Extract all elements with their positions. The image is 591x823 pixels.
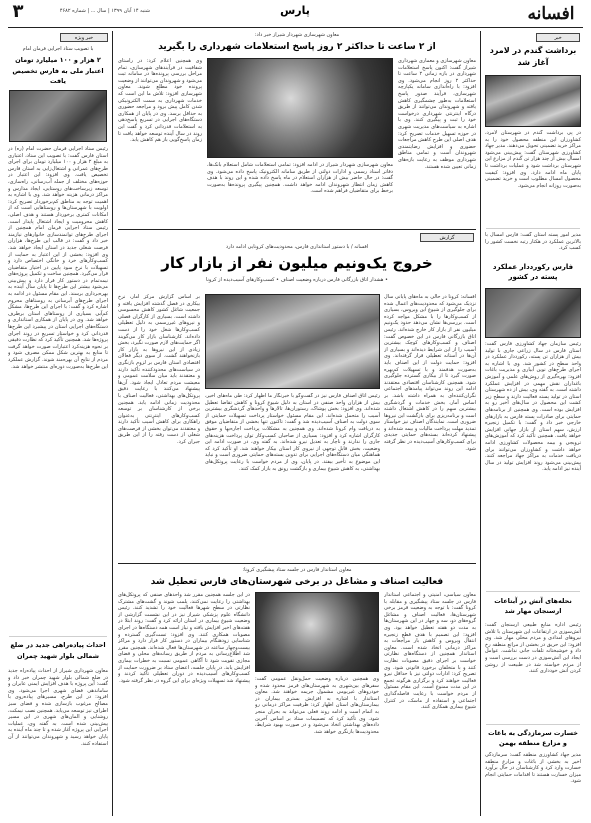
center-top-title: از ۲ ساعت تا حداکثر ۲ روز پاسخ استعلامات شهرداری را بگیرید: [158, 42, 436, 52]
left-bottom-body: معاون شهرداری شیراز از احداث پیاده‌راه جدید در ضلع شمالی بلوار شهید چمران خبر داد و گفت: این پروژه با هدف افزایش ایمنی عابران و ساماندهی فضای شهری اجرا می‌شود. وی افزود: در این طرح، مسیرهای پیاده‌روی با مصالح مرغوب بازسازی شده و فضای سبز اطراف نیز توسعه می‌یابد. همچنین نصب نیمکت، روشنایی و المان‌های شهری در این مسیر پیش‌بینی شده است. به گفته وی، عملیات اجرایی این پروژه آغاز شده و تا چند ماه آینده به پایان خواهد رسید و شهروندان می‌توانند از آن استفاده کنند.: [8, 668, 108, 747]
official-portrait-photo: [207, 58, 393, 158]
section-name: پارس: [280, 4, 310, 17]
main-report-col-right: افسانه: کرونا در حالی به ماه‌های پایانی سال نزدیک می‌شود که محدودیت‌های اعمال شده برای جلوگیری از شیوع این ویروس، بسیاری از کسب‌وکارها را با مشکل مواجه کرده است. بررسی‌ها نشان می‌دهد حدود یک‌ونیم میلیون نفر از بازار کار خارج شده‌اند. رئیس اتاق بازرگانی فارس در این خصوص گفت: اصناف و کسب‌وکارهای کوچک بیشترین آسیب را از این شرایط دیده‌اند و بسیاری از آن‌ها در آستانه تعطیلی قرار گرفته‌اند. وی افزود: حمایت دولت از این اصناف باید به‌صورت هدفمند و با تسهیلات کم‌بهره صورت گیرد تا از بیکاری گسترده جلوگیری شود. همچنین کارشناسان اقتصادی معتقدند ادامه این روند می‌تواند پیامدهای اجتماعی نگران‌کننده‌ای به همراه داشته باشد. بر اساس آمار، بخش خدمات و گردشگری بیشترین سهم را در کاهش اشتغال داشته است و برنامه‌ریزی برای بازگشت این نیروها ضروری است. نمایندگان اصناف نیز خواستار تمدید مهلت پرداخت مالیات و بیمه شده‌اند و پیشنهاد کرده‌اند بسته‌های حمایتی جدیدی برای کسب‌وکارهای آسیب‌دیده در نظر گرفته شود.: [384, 294, 476, 452]
right-middle-body: رئیس سازمان جهاد کشاورزی فارس گفت: استان فارس در سال زراعی جاری با تولید بیش از هزاران تن پسته، رکورددار عملکرد در واحد سطح در کشور شد. وی با اشاره به اجرای طرح‌های نوین آبیاری و مدیریت باغات افزود: بهره‌گیری از روش‌های علمی و آموزش باغداران نقش مهمی در افزایش عملکرد داشته است. به گفته وی، بیش از ده شهرستان استان در تولید پسته فعالیت دارند و سطح زیر کشت این محصول در سال‌های اخیر رو به افزایش بوده است. وی همچنین از برنامه‌های حمایتی برای صادرات پسته فارس به بازارهای خارجی خبر داد و گفت: با تکمیل زنجیره ارزش، سهم استان از بازار جهانی افزایش خواهد یافت. همچنین تأکید کرد که آموزش‌های ترویجی و بیمه محصولات کشاورزی ادامه خواهد داشت و کشاورزان می‌توانند برای دریافت خدمات به مراکز جهاد مراجعه کنند. پیش‌بینی می‌شود روند افزایش تولید در سال آینده نیز ادامه یابد.: [485, 341, 581, 473]
center-bottom-col-left: در این جلسه همچنین مقرر شد واحدهای صنفی که پروتکل‌های بهداشتی را رعایت نمی‌کنند، پلمب شوند و گشت‌های مشترک نظارتی در سطح شهرها فعالیت خود را تشدید کنند. رئیس دانشگاه علوم پزشکی شیراز نیز در این نشست گزارشی از وضعیت شیوع بیماری در استان ارائه کرد و گفت: روند ابتلا در هفته‌های اخیر افزایش یافته و نیاز است همه دستگاه‌ها در اجرای مصوبات همکاری کنند. وی افزود: تست‌گیری گسترده و شناسایی زودهنگام بیماران در دستور کار قرار دارد و مراکز بیست‌وچهار ساعته در شهرستان‌ها فعال شده‌اند. همچنین مقرر شد اطلاع‌رسانی به مردم از طریق رسانه‌های محلی و فضای مجازی تقویت شود تا آگاهی عمومی نسبت به خطرات بیماری افزایش یابد. در پایان جلسه، اعضای ستاد بر ضرورت حمایت از کسب‌وکارهای آسیب‌دیده در دوران تعطیلی تأکید کردند و پیشنهاد شد تسهیلات ویژه‌ای برای این گروه در نظر گرفته شود.: [118, 592, 250, 684]
right-top-label: خبر: [536, 33, 580, 42]
main-report-label: گزارش: [420, 233, 474, 242]
left-separator: [9, 636, 107, 637]
center-top-bottom-rule: [118, 229, 476, 230]
center-bottom-col-right: معاون سیاسی، امنیتی و اجتماعی استاندار فارس در جلسه ستاد پیشگیری و مقابله با کرونا گفت: با توجه به وضعیت قرمز برخی شهرستان‌ها، فعالیت اصناف و مشاغل گروه‌های دو، سه و چهار در این شهرستان‌ها به مدت دو هفته تعطیل خواهد بود. وی افزود: این تصمیم با هدف قطع زنجیره انتقال ویروس و کاهش بار مراجعات به مراکز درمانی اتخاذ شده است. معاون استاندار همچنین از دستگاه‌های نظارتی خواست بر اجرای دقیق مصوبات نظارت کنند و با متخلفان برخورد قانونی شود. وی تصریح کرد: ادارات دولتی نیز با حداقل نیرو فعالیت خواهند کرد و برگزاری هرگونه تجمع در این مدت ممنوع است. این مقام مسئول از مردم خواست با رعایت فاصله‌گذاری اجتماعی و استفاده از ماسک، در کنترل شیوع بیماری همکاری کنند.: [384, 592, 476, 711]
left-top-label: خبر ویژه: [60, 33, 108, 42]
center-top-col-left: وی همچنین اعلام کرد: در راستای شفافیت در فرآیندهای شهرسازی، تمام مراحل بررسی پرونده‌ها در سامانه ثبت می‌شود و شهروندان می‌توانند از وضعیت پرونده خود مطلع شوند. معاون شهرسازی افزود: تلاش ما این است که خدمات شهرداری به سمت الکترونیکی شدن کامل پیش برود و مراجعه حضوری به حداقل برسد. وی در پایان از همکاری دستگاه‌های اجرایی در تسریع پاسخ‌دهی به استعلامات قدردانی کرد و گفت این روند در سال آینده توسعه خواهد یافت تا زمان پاسخ‌گویی باز هم کاهش یابد.: [118, 58, 202, 144]
page-number: ۳: [12, 1, 24, 22]
left-bottom-title: احداث پیاده‌راهی جدید در ضلع شمالی بلوار شهید چمران: [10, 641, 106, 660]
center-top-col-right: معاون شهرسازی و معماری شهرداری شیراز گفت: اکنون پاسخ استعلامات شهرداری در بازه زمانی ۲ ساعت تا حداکثر ۲ روز انجام می‌شود. وی افزود: با راه‌اندازی سامانه یکپارچه شهرسازی، فرآیند صدور پاسخ استعلامات به‌طور چشمگیری کاهش یافته و شهروندان می‌توانند از طریق درگاه اینترنتی شهرداری درخواست خود را ثبت و پیگیری کنند. وی با اشاره به سیاست‌های مدیریت شهری در حوزه تسهیل خدمات تصریح کرد: هدف اصلی این طرح کاهش مراجعات حضوری و افزایش رضایتمندی شهروندان است و تمامی مناطق شهرداری موظف به رعایت بازه‌های زمانی تعیین شده هستند.: [398, 58, 476, 170]
right-lower-title: نحله‌های آتش در آبتاعات ارسنجان مهار شد: [494, 597, 572, 615]
right-top-title: برداشت گندم در لامرد آغاز شد: [489, 46, 577, 67]
main-report-kicker: افسانه / با دستور استانداری فارس، محدودیت‌های کرونایی ادامه دارد: [225, 244, 369, 250]
column-divider-left: [112, 31, 113, 816]
right-bottom-body: مدیر جهاد کشاورزی منطقه گفت: سرمازدگی اخیر به بخشی از باغات و مزارع منطقه خسارت وارد کرد و کارشناسان در حال برآورد میزان خسارت هستند تا اقدامات حمایتی انجام شود.: [485, 752, 581, 785]
center-top-col-mid: معاون شهرسازی شهردار شیراز در ادامه افزود: تمامی استعلامات شامل استعلام بانک‌ها، دفاتر اسناد رسمی و ادارات دولتی از طریق سامانه الکترونیک پاسخ داده می‌شود. وی گفت: در حال حاضر بیش از هزاران استعلام در ماه پاسخ داده شده و این روند با هدف کاهش زمان انتظار شهروندان ادامه خواهد داشت. همچنین پیگیری پرونده‌ها به‌صورت برخط برای متقاضیان فراهم شده است.: [207, 162, 393, 195]
right-top-separator: [486, 228, 580, 229]
market-photo: [205, 294, 380, 389]
masthead-rule: [8, 27, 583, 28]
main-report-col-center: رئیس اتاق اصناف فارس نیز در گفت‌وگو با خبرنگار ما اظهار کرد: طی ماه‌های اخیر، بیش از هزاران واحد صنفی در استان به دلیل شیوع کرونا و کاهش تقاضا تعطیل شده‌اند. وی افزود: بخش پوشاک، رستوران‌ها، تالارها و واحدهای گردشگری بیشترین آسیب را متحمل شده‌اند. این مقام مسئول خواستار پرداخت تسهیلات حمایتی از سوی دولت به اصناف آسیب‌دیده شد و گفت: تاکنون تنها بخشی از متقاضیان موفق به دریافت وام کرونا شده‌اند. وی همچنین به مشکلات پرداخت اجاره‌بها و حقوق کارگران اشاره کرد و افزود: بسیاری از صاحبان کسب‌وکار توان پرداخت هزینه‌های جاری را ندارند و ناچار به تعدیل نیرو شده‌اند. به گفته وی، در صورت ادامه این وضعیت، بخش قابل توجهی از نیروی کار استان بیکار خواهند شد. او تأکید کرد که هماهنگی میان دستگاه‌های اجرایی برای تدوین بسته‌های حمایتی ضروری است و نباید این موضوع به تأخیر بیفتد. در پایان، وی از مردم خواست با رعایت پروتکل‌های بهداشتی، به کاهش شیوع بیماری و بازگشت رونق به بازار کمک کنند.: [205, 393, 380, 472]
center-bottom-col-mid: وی همچنین درباره وضعیت حمل‌ونقل عمومی گفت: سفرهای بین‌شهری به شهرستان‌های قرمز محدود شده و خودروهای غیربومی مشمول جریمه خواهند شد. معاون استاندار با اشاره به افزایش بستری بیماران در بیمارستان‌های استان اظهار کرد: ظرفیت مراکز درمانی رو به اتمام است و ادامه روند فعلی می‌تواند به بحران منجر شود. وی تأکید کرد که تصمیمات ستاد بر اساس آخرین داده‌های بهداشتی اتخاذ می‌شود و در صورت بهبود شرایط، محدودیت‌ها بازنگری خواهد شد.: [255, 676, 379, 735]
right-lower-body: رئیس اداره منابع طبیعی ارسنجان گفت: آتش‌سوزی در ارتفاعات این شهرستان با تلاش نیروهای امدادی و مردم محلی مهار شد. وی افزود: این حریق در بخشی از مراتع منطقه رخ داد و خوشبختانه تلفات جانی نداشت. عوامل ایجاد این آتش‌سوزی در دست بررسی است و از مردم خواسته شد در طبیعت از روشن کردن آتش خودداری کنند.: [485, 622, 581, 675]
right-lower-separator: [486, 724, 580, 725]
right-middle-title: فارس رکورددار عملکرد پسته در کشور: [492, 263, 574, 281]
column-divider-right: [480, 31, 481, 816]
center-bottom-title: فعالیت اصناف و مشاغل در برخی شهرستان‌های فارس تعطیل شد: [150, 577, 444, 587]
date-issue: شنبه ۱۴ آبان ۱۳۹۹ | سال ... | شماره ۴۶۸۲: [59, 8, 150, 14]
left-top-title: ۲ هزار و ۱۰۰ میلیارد تومان اعتبار ملی به فارس تخصیص یافت: [12, 56, 104, 85]
masthead: [0, 0, 591, 28]
right-col-body-2: مدیر امور پسته استان گفت: فارس امسال با بالاترین عملکرد در هکتار رتبه نخست کشور را کسب کرد.: [485, 232, 581, 252]
right-middle-separator: [486, 591, 580, 592]
governor-photo: [9, 90, 107, 142]
left-top-body: رئیس ستاد اجرایی فرمان حضرت امام (ره) در استان فارس گفت: با تصویب این ستاد، اعتباری به مبلغ ۲ هزار و ۱۰۰ میلیارد تومان برای اجرای طرح‌های عمرانی و اشتغال‌زایی به استان فارس تخصیص یافت. وی افزود: این اعتبار در حوزه‌های مختلف از جمله آب‌رسانی، راه‌سازی، توسعه زیرساخت‌های روستایی، ایجاد مدارس و مراکز درمانی هزینه خواهد شد. وی با اشاره به اهمیت توجه به مناطق کم‌برخوردار تصریح کرد: اولویت با شهرستان‌ها و روستاهایی است که از امکانات کمتری برخوردار هستند و هدف اصلی، کاهش محرومیت و ایجاد اشتغال پایدار است. رئیس ستاد اجرایی فرمان امام همچنین از اجرای طرح‌های توانمندسازی خانوارهای نیازمند خبر داد و گفت: در قالب این طرح‌ها، هزاران فرصت شغلی جدید در استان ایجاد خواهد شد. وی افزود: بخشی از این اعتبار به حمایت از کسب‌وکارهای خرد و خانگی اختصاص دارد و تسهیلات با نرخ سود پایین در اختیار متقاضیان قرار می‌گیرد. همچنین ساخت و تکمیل پروژه‌های نیمه‌تمام در دستور کار قرار دارد و پیش‌بینی می‌شود بیشتر این طرح‌ها تا پایان سال آینده به بهره‌برداری برسند. این مقام مسئول در ادامه به اجرای طرح‌های آبرسانی به روستاهای محروم اشاره کرد و گفت: با اجرای این طرح‌ها، مشکل کم‌آبی بسیاری از روستاهای استان برطرف خواهد شد. وی در پایان از همکاری استانداری و دستگاه‌های اجرایی استان در پیشبرد این طرح‌ها قدردانی کرد و خواستار تسریع در روند اجرای پروژه‌ها شد. همچنین تأکید کرد که نظارت دقیقی بر نحوه هزینه‌کرد اعتبارات صورت خواهد گرفت تا منابع به بهترین شکل ممکن مصرف شود و مردم از نتایج آن بهره‌مند شوند. گزارش عملکرد این طرح‌ها به‌صورت دوره‌ای منتشر خواهد شد.: [8, 146, 108, 370]
center-bottom-kicker: معاون استاندار فارس در جلسه ستاد پیشگیری کرونا:: [242, 567, 352, 573]
right-bottom-title: خسارت سرمازدگی به باغات و مزارع منطقه بهمن: [488, 729, 578, 747]
left-top-kicker: با تصویب ستاد اجرایی فرمان امام: [22, 46, 94, 52]
center-top-kicker: معاون شهرسازی شهردار شیراز خبر داد:: [254, 32, 340, 38]
main-report-col-left: بر اساس گزارش مرکز آمار، نرخ بیکاری در فصل گذشته افزایش یافته و جمعیت شاغل کشور کاهش محسوسی داشته است. بسیاری از کارگران فصلی و نیروهای غیررسمی به دلیل تعطیلی کسب‌وکارها شغل خود را از دست داده‌اند. کارشناسان بازار کار می‌گویند اگر حمایت‌های لازم صورت نگیرد، بخش زیادی از این نیروها به بازار کار بازنخواهند گشت. از سوی دیگر فعالان اقتصادی استان فارس بر لزوم بازنگری در سیاست‌های محدودکننده تأکید دارند و معتقدند باید میان سلامت عمومی و معیشت مردم تعادل ایجاد شود. آن‌ها پیشنهاد می‌کنند با رعایت دقیق پروتکل‌های بهداشتی، فعالیت اصناف با محدودیت زمانی ادامه یابد. همچنین برخی از کارشناسان بر توسعه کسب‌وکارهای اینترنتی به‌عنوان راهکاری برای کاهش آسیب تأکید دارند و معتقدند می‌توان بخشی از فرصت‌های شغلی از دست رفته را از این طریق جبران کرد.: [118, 294, 200, 446]
main-report-title: خروج یک‌ونیم میلیون نفر از بازار کار: [161, 254, 433, 272]
newspaper-logo: افسانه: [527, 4, 575, 24]
wheat-harvest-photo: [485, 75, 581, 127]
main-report-bullets: • هشدار اتاق بازرگانی فارس درباره وضعیت اصناف • کسب‌وکارهای آسیب‌دیده از کرونا: [206, 277, 388, 283]
main-report-bottom-rule: [118, 563, 476, 564]
right-top-body: در پی برداشت گندم در شهرستان لامرد، کشاورزان این منطقه محصول خود را به مراکز خرید تضمینی تحویل می‌دهند. مدیر جهاد کشاورزی شهرستان گفت: پیش‌بینی می‌شود امسال بیش از چند هزار تن گندم از مزارع این شهرستان برداشت شود و عملیات برداشت تا پایان ماه ادامه دارد. وی افزود: کیفیت محصول امسال مطلوب است و خرید تضمینی به‌صورت روزانه انجام می‌شود.: [485, 130, 581, 189]
pistachio-photo: [485, 288, 581, 338]
meeting-photo: [255, 592, 379, 672]
